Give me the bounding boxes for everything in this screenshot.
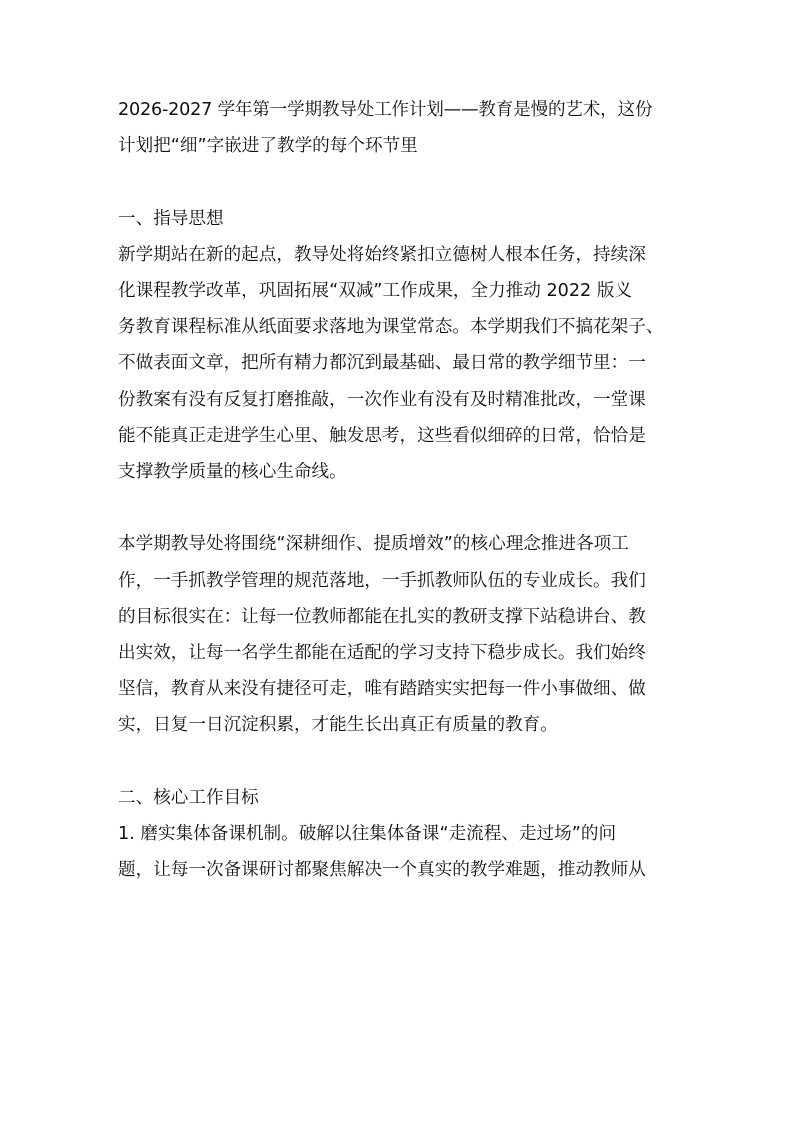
paragraph-line: 务教育课程标准从纸面要求落地为课堂常态。本学期我们不搞花架子、 [118,317,664,338]
paragraph-line: 不做表面文章，把所有精力都沉到最基础、最日常的教学细节里：一 [118,353,646,374]
document-content [118,92,678,888]
document-title [118,92,678,164]
title-line: 计划把“细”字嵌进了教学的每个环节里 [118,136,418,157]
paragraph-line: 本学期教导处将围绕“深耕细作、提质增效”的核心理念推进各项工 [118,534,629,555]
paragraph-line: 出实效，让每一名学生都能在适配的学习支持下稳步成长。我们始终 [118,643,646,664]
section-guiding-ideology [118,201,678,744]
paragraph-line: 化课程教学改革，巩固拓展“双减”工作成果，全力推动 2022 版义 [118,281,633,301]
paragraph-line: 实，日复一日沉淀积累，才能生长出真正有质量的教育。 [118,715,558,736]
paragraph-line: 份教案有没有反复打磨推敲，一次作业有没有及时精准批改，一堂课 [118,389,646,410]
paragraph-line: 能不能真正走进学生心里、触发思考，这些看似细碎的日常，恰恰是 [118,425,646,446]
paragraph [118,816,678,888]
paragraph [118,526,678,743]
paragraph-line: 新学期站在新的起点，教导处将始终紧扣立德树人根本任务，持续深 [118,244,646,265]
paragraph-line: 作，一手抓教学管理的规范落地，一手抓教师队伍的专业成长。我们 [118,570,646,591]
paragraph-line: 1. 磨实集体备课机制。破解以往集体备课“走流程、走过场”的问 [118,824,617,845]
paragraph-line: 题，让每一次备课研讨都聚焦解决一个真实的教学难题，推动教师从 [118,860,646,881]
title-line: 2026-2027 学年第一学期教导处工作计划——教育是慢的艺术，这份 [118,100,653,120]
section-core-goals [118,780,678,889]
paragraph-line: 支撑教学质量的核心生命线。 [118,462,347,483]
paragraph-line: 坚信，教育从来没有捷径可走，唯有踏踏实实把每一件小事做细、做 [118,679,646,700]
section-heading: 二、核心工作目标 [118,787,259,808]
paragraph [118,237,678,490]
paragraph-line: 的目标很实在：让每一位教师都能在扎实的教研支撑下站稳讲台、教 [118,606,646,627]
section-heading: 一、指导思想 [118,208,224,229]
